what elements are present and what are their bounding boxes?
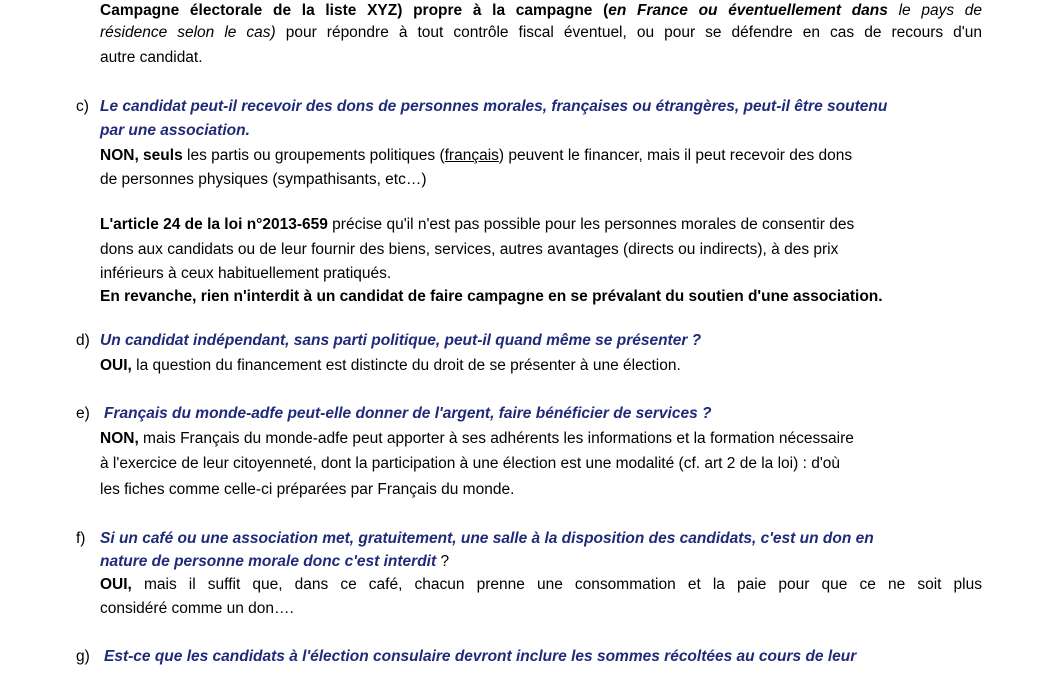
item-e-answer-bold: NON, — [100, 430, 139, 447]
item-c-question-1: Le candidat peut-il recevoir des dons de personnes morales, françaises ou étrangères, peut-il être soutenu — [100, 98, 888, 115]
item-g-question-1: Est-ce que les candidats à l'élection consulaire devront inclure les sommes récoltées au cours de leur — [104, 648, 857, 665]
item-c-article-4: En revanche, rien n'interdit à un candidat de faire campagne en se prévalant du soutien d'une association. — [100, 288, 883, 305]
item-d-answer — [100, 355, 681, 376]
item-e-marker: e) — [76, 405, 90, 422]
item-c-answer-1 — [100, 145, 852, 166]
item-f-question-1: Si un café ou une association met, gratuitement, une salle à la disposition des candidats, c'est un don en — [100, 530, 874, 547]
top-line-1 — [100, 0, 982, 21]
item-d-marker: d) — [76, 332, 90, 349]
item-c-marker: c) — [76, 98, 89, 115]
item-c-answer-2: de personnes physiques (sympathisants, etc…) — [100, 171, 427, 188]
item-c-answer-mid: les partis ou groupements politiques ( — [182, 147, 445, 164]
item-d-answer-rest: la question du financement est distincte du droit de se présenter à une élection. — [131, 357, 681, 374]
item-c-article-ref: L'article 24 de la loi n°2013-659 — [100, 216, 328, 233]
item-f-answer-1 — [100, 574, 982, 595]
top-l1-rest: le pays de — [887, 2, 983, 19]
item-e-answer-2: à l'exercice de leur citoyenneté, dont la participation à une élection est une modalité (cf. art 2 de la loi) : d'où — [100, 455, 841, 472]
item-c-question-2: par une association. — [100, 122, 250, 139]
item-f-answer-rest: mais il suffit que, dans ce café, chacun prenne une consommation et la paie pour que ce ne soit plus — [131, 576, 982, 593]
item-f-question-2 — [100, 551, 449, 572]
item-c-article-3: inférieurs à ceux habituellement pratiqués. — [100, 265, 392, 282]
item-e-answer-rest: mais Français du monde-adfe peut apporter à ses adhérents les informations et la formation nécessaire — [138, 430, 854, 447]
item-c-article-rest: précise qu'il n'est pas possible pour les personnes morales de consentir des — [327, 216, 855, 233]
top-l2-rest: pour répondre à tout contrôle fiscal éventuel, ou pour se défendre en cas de recours d'un — [275, 24, 982, 41]
item-d-answer-bold: OUI, — [100, 357, 132, 374]
item-f-marker: f) — [76, 530, 86, 547]
item-f-question-2-text: nature de personne morale donc c'est interdit — [100, 553, 437, 570]
item-g-marker: g) — [76, 648, 90, 665]
item-f-answer-2: considéré comme un don…. — [100, 600, 294, 617]
top-line-2 — [100, 22, 982, 43]
item-c-answer-underlined: français — [444, 147, 499, 164]
item-c-article-2: dons aux candidats ou de leur fournir des biens, services, autres avantages (directs ou indirects), à des prix — [100, 241, 839, 258]
item-e-question: Français du monde-adfe peut-elle donner de l'argent, faire bénéficier de services ? — [104, 405, 712, 422]
top-line-3: autre candidat. — [100, 49, 203, 66]
item-e-answer-3: les fiches comme celle-ci préparées par Français du monde. — [100, 481, 515, 498]
item-f-answer-bold: OUI, — [100, 576, 132, 593]
item-c-answer-end: ) peuvent le financer, mais il peut recevoir des dons — [498, 147, 853, 164]
item-c-article-1 — [100, 214, 854, 235]
item-d-question: Un candidat indépendant, sans parti politique, peut-il quand même se présenter ? — [100, 332, 702, 349]
top-l1-bold: Campagne électorale de la liste XYZ) propre à la campagne ( — [100, 2, 609, 19]
top-l1-italic: en France ou éventuellement dans — [608, 2, 888, 19]
item-c-answer-bold: NON, seuls — [100, 147, 183, 164]
top-l2-italic: résidence selon le cas) — [100, 24, 276, 41]
item-f-question-2-tail: ? — [436, 553, 450, 570]
item-e-answer-1 — [100, 428, 854, 449]
